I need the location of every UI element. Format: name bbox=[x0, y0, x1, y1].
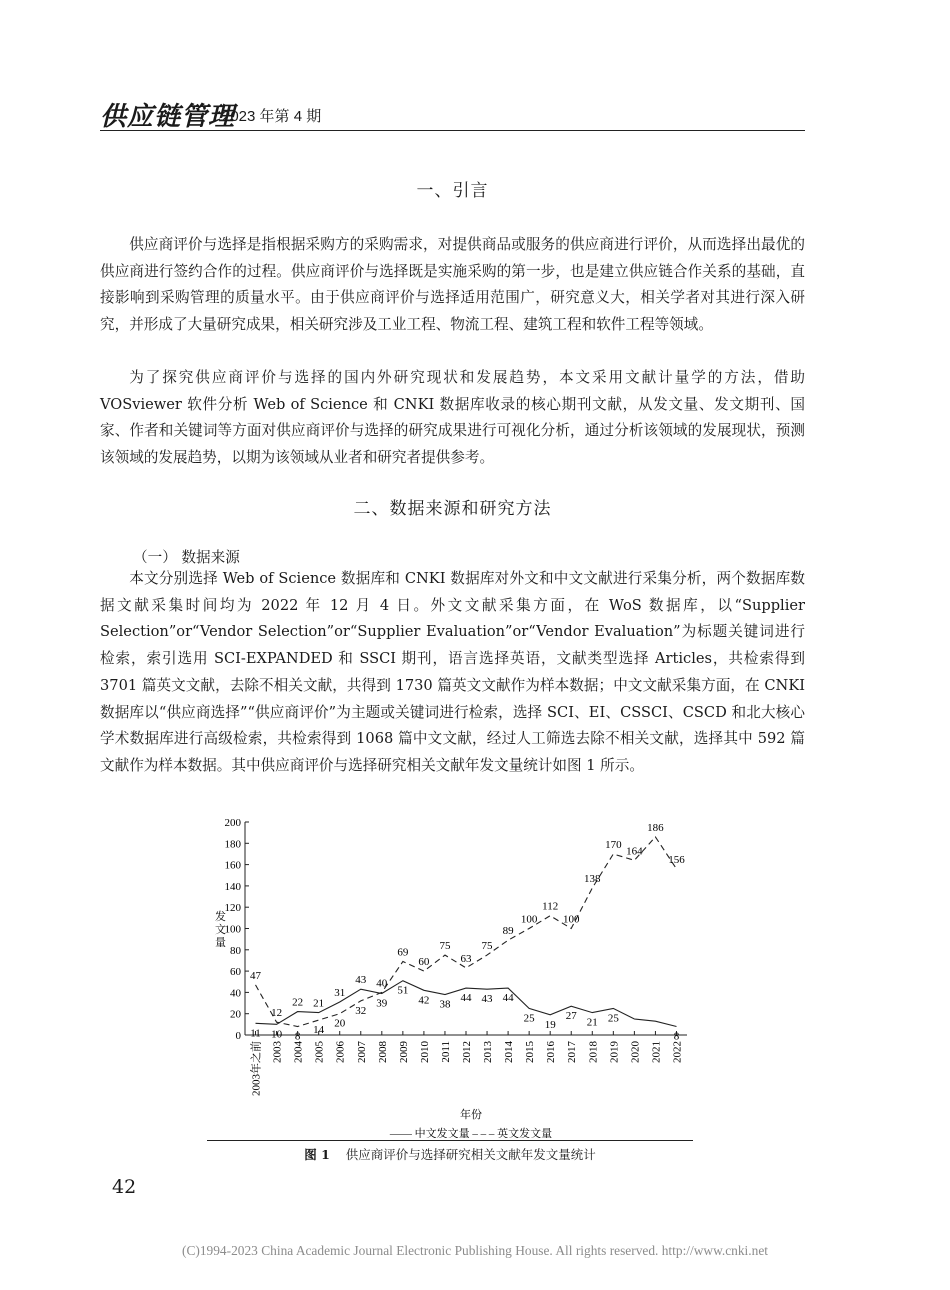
data-label-english: 40 bbox=[376, 977, 388, 990]
y-tick-label: 120 bbox=[224, 902, 241, 915]
x-tick-label: 2015 bbox=[524, 1041, 537, 1063]
section-title-intro: 一、引言 bbox=[416, 181, 489, 201]
y-tick-label: 80 bbox=[230, 944, 241, 957]
figure-label: 图 1 bbox=[304, 1147, 330, 1162]
y-tick-label: 200 bbox=[224, 817, 241, 829]
y-tick-label: 100 bbox=[224, 923, 241, 936]
x-tick-label: 2014 bbox=[503, 1041, 516, 1063]
data-label-chinese: 21 bbox=[586, 1016, 598, 1029]
data-label-english: 8 bbox=[294, 1030, 301, 1043]
x-tick-label: 2004 bbox=[292, 1041, 305, 1063]
data-label-english: 156 bbox=[668, 853, 685, 866]
data-label-chinese: 22 bbox=[292, 996, 304, 1009]
copyright-footer: (C)1994-2023 China Academic Journal Electronic Publishing House. All rights reserved. http://www.cnki.net bbox=[182, 1243, 768, 1258]
x-tick-label: 2021 bbox=[650, 1041, 663, 1063]
data-label-english: 20 bbox=[334, 1017, 346, 1030]
data-label-chinese: 39 bbox=[376, 997, 388, 1010]
data-label-english: 89 bbox=[502, 925, 514, 938]
y-axis-label: 发文量 bbox=[215, 911, 226, 949]
data-label-english: 69 bbox=[397, 946, 409, 959]
data-label-chinese: 31 bbox=[334, 986, 346, 999]
x-tick-label: 2011 bbox=[439, 1041, 452, 1063]
x-tick-label: 2019 bbox=[608, 1041, 621, 1063]
issue-number: 2023 年第 4 期 bbox=[222, 108, 322, 125]
data-label-chinese: 25 bbox=[523, 1012, 535, 1025]
data-label-chinese: 44 bbox=[460, 992, 472, 1005]
data-label-english: 47 bbox=[250, 969, 262, 982]
y-tick-label: 60 bbox=[230, 966, 241, 979]
section-title-method: 二、数据来源和研究方法 bbox=[353, 499, 552, 519]
running-header bbox=[100, 96, 805, 131]
x-tick-label: 2022 bbox=[671, 1041, 684, 1063]
data-label-english: 14 bbox=[313, 1024, 325, 1037]
y-tick-label: 20 bbox=[230, 1008, 241, 1021]
data-label-english: 186 bbox=[647, 821, 664, 834]
data-label-chinese: 25 bbox=[607, 1012, 619, 1025]
x-tick-label: 2006 bbox=[334, 1041, 347, 1063]
data-label-english: 32 bbox=[355, 1004, 367, 1017]
data-label-english: 170 bbox=[605, 838, 622, 851]
figure-caption-text: 供应商评价与选择研究相关文献年发文量统计 bbox=[345, 1147, 596, 1162]
data-label-english: 63 bbox=[460, 952, 472, 965]
x-tick-label: 2007 bbox=[355, 1041, 368, 1063]
x-tick-label: 2005 bbox=[313, 1041, 326, 1063]
data-label-english: 112 bbox=[542, 900, 559, 913]
publication-trend-chart bbox=[195, 808, 715, 1138]
data-label-chinese: 11 bbox=[250, 1027, 261, 1040]
y-tick-label: 140 bbox=[224, 880, 241, 893]
x-tick-label: 2018 bbox=[587, 1041, 600, 1063]
y-tick-label: 160 bbox=[224, 859, 241, 872]
data-label-english: 100 bbox=[562, 913, 580, 926]
data-label-english: 75 bbox=[439, 940, 451, 953]
x-tick-label: 2013 bbox=[482, 1041, 495, 1063]
x-tick-label: 2017 bbox=[566, 1041, 579, 1063]
x-tick-label: 2010 bbox=[418, 1041, 431, 1063]
subsection-title-data: （一） 数据来源 bbox=[133, 549, 240, 566]
data-label-english: 12 bbox=[271, 1007, 283, 1020]
paragraph-intro-1: 供应商评价与选择是指根据采购方的采购需求，对提供商品或服务的供应商进行评价，从而选择出最优的供应商进行签约合作的过程。供应商评价与选择既是实施采购的第一步，也是建立供应链合作关系的基础，直接影响到采购管理的质量水平。由于供应商评价与选择适用范围广，研究意义大，相关学者对其进行深入研究，并形成了大量研究成果，相关研究涉及工业工程、物流工程、建筑工程和软件工程等领域。 bbox=[100, 236, 805, 334]
x-tick-label: 2008 bbox=[376, 1041, 389, 1063]
data-label-english: 60 bbox=[418, 956, 430, 969]
data-label-chinese: 8 bbox=[673, 1030, 680, 1043]
y-tick-label: 180 bbox=[224, 838, 241, 851]
x-tick-label: 2012 bbox=[461, 1041, 473, 1063]
data-label-english: 75 bbox=[481, 940, 493, 953]
data-label-chinese: 10 bbox=[271, 1028, 283, 1041]
data-label-english: 100 bbox=[520, 913, 538, 926]
x-tick-label: 2020 bbox=[629, 1041, 642, 1063]
x-tick-label: 2016 bbox=[545, 1041, 558, 1063]
y-tick-label: 40 bbox=[230, 987, 241, 1000]
x-tick-label: 2003 bbox=[271, 1041, 284, 1063]
y-tick-label: 0 bbox=[235, 1030, 241, 1042]
data-label-chinese: 21 bbox=[313, 997, 325, 1010]
paragraph-data-1: 本文分别选择 Web of Science 数据库和 CNKI 数据库对外文和中文文献进行采集分析，两个数据库数据文献采集时间均为 2022 年 12 月 4 日。外文文献采集方面，在 WoS 数据库，以“Supplier Selection”or“Vendor Selection”or“Supplier Evaluation”or“Vendor Evaluation”为标题关键词进行检索，索引选用 SCI-EXPANDED 和 SSCI 期刊，语言选择英语，文献类型选择 Articles，共检索得到 3701 篇英文文献，去除不相关文献，共得到 1730 篇英文文献作为样本数据；中文文献采集方面，在 CNKI 数据库以“供应商选择”“供应商评价”为主题或关键词进行检索，选择 SCI、EI、CSSCI、CSCD 和北大核心学术数据库进行高级检索，共检索得到 1068 篇中文文献，经过人工筛选去除不相关文献，选择其中 592 篇文献作为样本数据。其中供应商评价与选择研究相关文献年发文量统计如图 1 所示。 bbox=[100, 570, 805, 774]
data-label-chinese: 27 bbox=[565, 1010, 577, 1023]
paragraph-intro-2: 为了探究供应商评价与选择的国内外研究现状和发展趋势，本文采用文献计量学的方法，借助 VOSviewer 软件分析 Web of Science 和 CNKI 数据库收录的核心期刊文献，从发文量、发文期刊、国家、作者和关键词等方面对供应商评价与选择的研究成果进行可视化分析，通过分析该领域的发展现状，预测该领域的发展趋势，以期为该领域从业者和研究者提供参考。 bbox=[100, 369, 805, 467]
x-tick-label: 2003年之前 bbox=[250, 1041, 263, 1096]
data-label-chinese: 38 bbox=[439, 998, 451, 1011]
data-label-chinese: 51 bbox=[397, 984, 409, 997]
chart-legend: —— 中文发文量 – – – 英文发文量 bbox=[389, 1128, 553, 1138]
data-label-english: 138 bbox=[584, 873, 601, 886]
figure-caption bbox=[207, 1140, 693, 1163]
x-axis-label: 年份 bbox=[460, 1109, 482, 1121]
data-label-chinese: 43 bbox=[481, 993, 493, 1006]
x-tick-label: 2009 bbox=[397, 1041, 410, 1063]
data-label-chinese: 44 bbox=[502, 992, 514, 1005]
data-label-chinese: 19 bbox=[544, 1018, 556, 1031]
data-label-chinese: 43 bbox=[355, 974, 367, 987]
journal-name: 供应链管理 bbox=[100, 102, 236, 132]
page-number: 42 bbox=[112, 1176, 137, 1198]
data-label-english: 164 bbox=[626, 845, 643, 858]
data-label-chinese: 42 bbox=[418, 994, 430, 1007]
